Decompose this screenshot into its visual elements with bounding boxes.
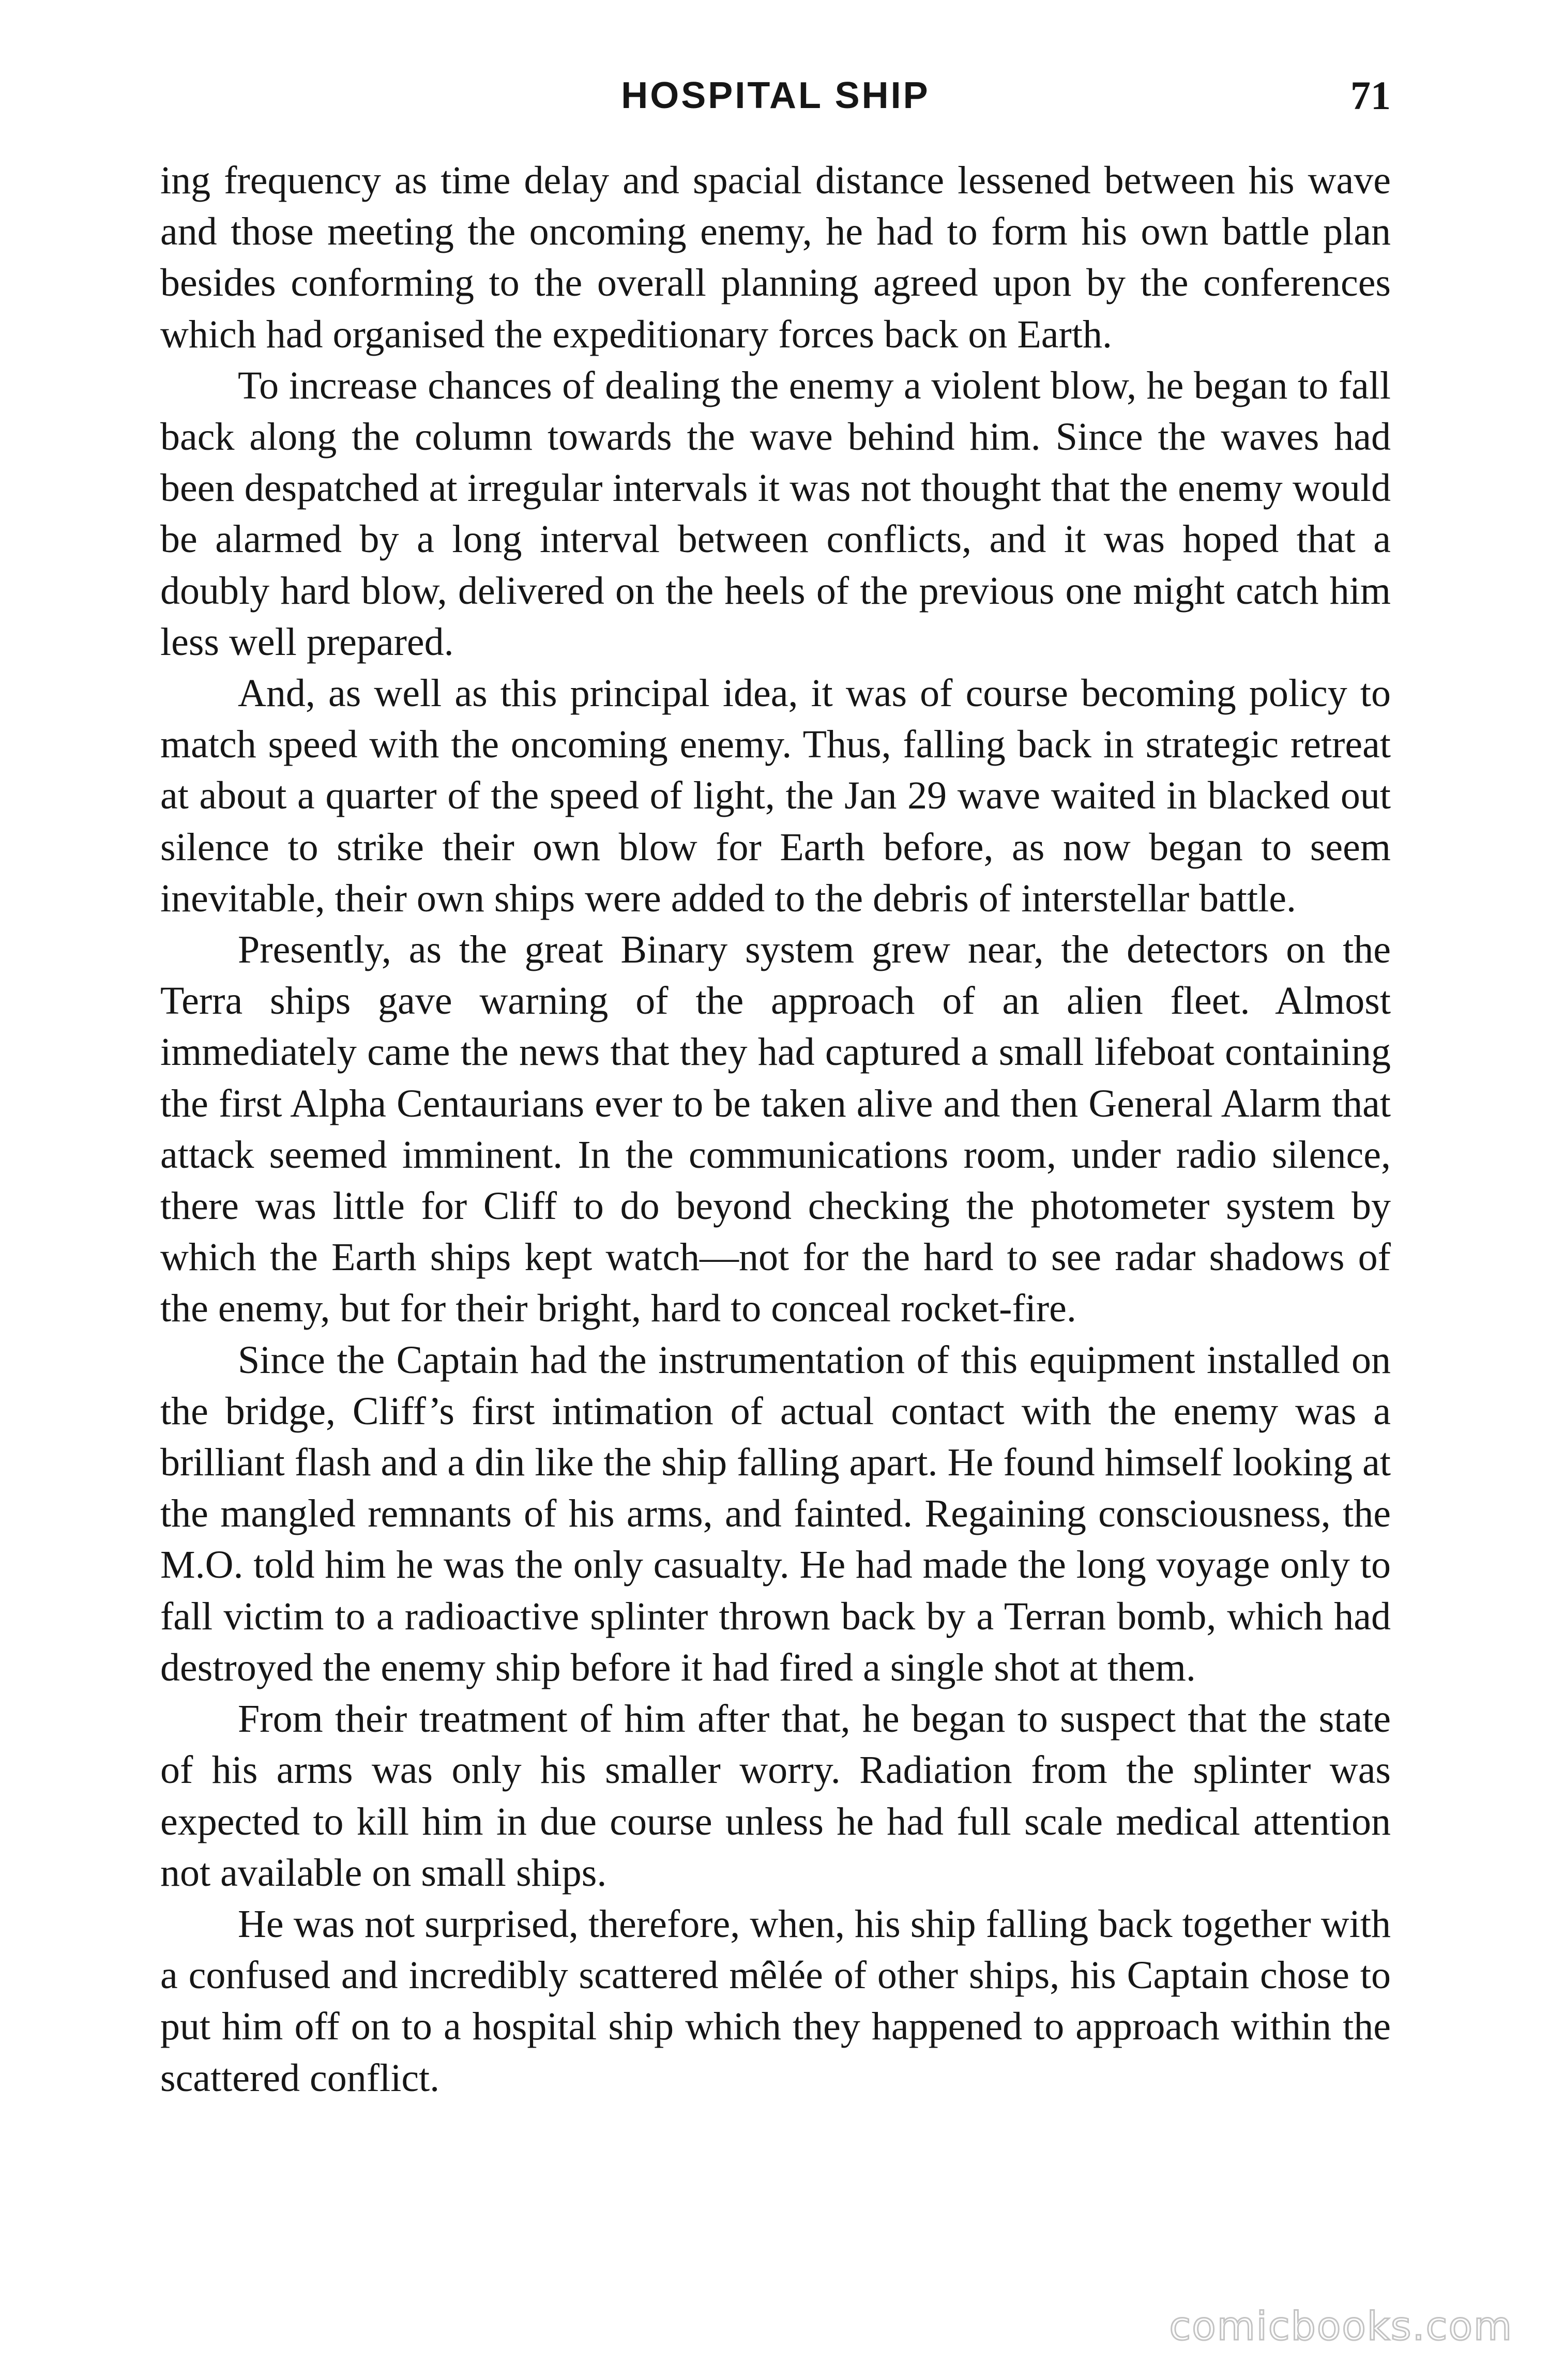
running-header [160,67,1391,124]
page-number: 71 [1350,73,1391,118]
paragraph: Presently, as the great Binary system grew near, the detectors on the Terra ships gave warning of the approach of an alien fleet. Almost immediately came the news that they had captured a small lifeboat containing the first Alpha Centaurians ever to be taken alive and then General Alarm that attack seemed imminent. In the communications room, under radio silence, there was little for Cliff to do beyond checking the photometer system by which the Earth ships kept watch—not for the hard to see radar shadows of the enemy, but for their bright, hard to conceal rocket-fire. [160,928,1391,1331]
paragraph: Since the Captain had the instrumentation of this equipment installed on the bridge, Cliff’s first intimation of actual contact with the enemy was a brilliant flash and a din like the ship falling apart. He found himself looking at the mangled remnants of his arms, and fainted. Regaining consciousness, the M.O. told him he was the only casualty. He had made the long voyage only to fall victim to a radioactive splinter thrown back by a Terran bomb, which had destroyed the enemy ship before it had fired a single shot at them. [160,1338,1391,1689]
paragraph: ing frequency as time delay and spacial distance lessened between his wave and those meeting the oncoming enemy, he had to form his own battle plan besides conforming to the overall planning agreed upon by the conferences which had organised the expeditionary forces back on Earth. [160,159,1391,356]
running-title: HOSPITAL SHIP [621,75,930,116]
watermark: comicbooks.com [1169,2303,1513,2349]
paragraph: And, as well as this principal idea, it was of course becoming policy to match speed with the oncoming enemy. Thus, falling back in strategic retreat at about a quarter of the speed of light, the Jan 29 wave waited in blacked out silence to strike their own blow for Earth before, as now began to seem inevitable, their own ships were added to the debris of interstellar battle. [160,672,1391,920]
page-body [160,155,1391,2104]
paragraph: To increase chances of dealing the enemy a violent blow, he began to fall back along the column towards the wave behind him. Since the waves had been despatched at irregular intervals it was not thought that the enemy would be alarmed by a long interval between conflicts, and it was hoped that a doubly hard blow, delivered on the heels of the previous one might catch him less well prepared. [160,363,1391,664]
paragraph: He was not surprised, therefore, when, his ship falling back together with a confused and incredibly scattered mêlée of other ships, his Captain chose to put him off on to a hospital ship which they happened to approach within the scattered conflict. [160,1902,1391,2100]
paragraph: From their treatment of him after that, he began to suspect that the state of his arms was only his smaller worry. Radiation from the splinter was expected to kill him in due course unless he had full scale medical attention not available on small ships. [160,1697,1391,1895]
